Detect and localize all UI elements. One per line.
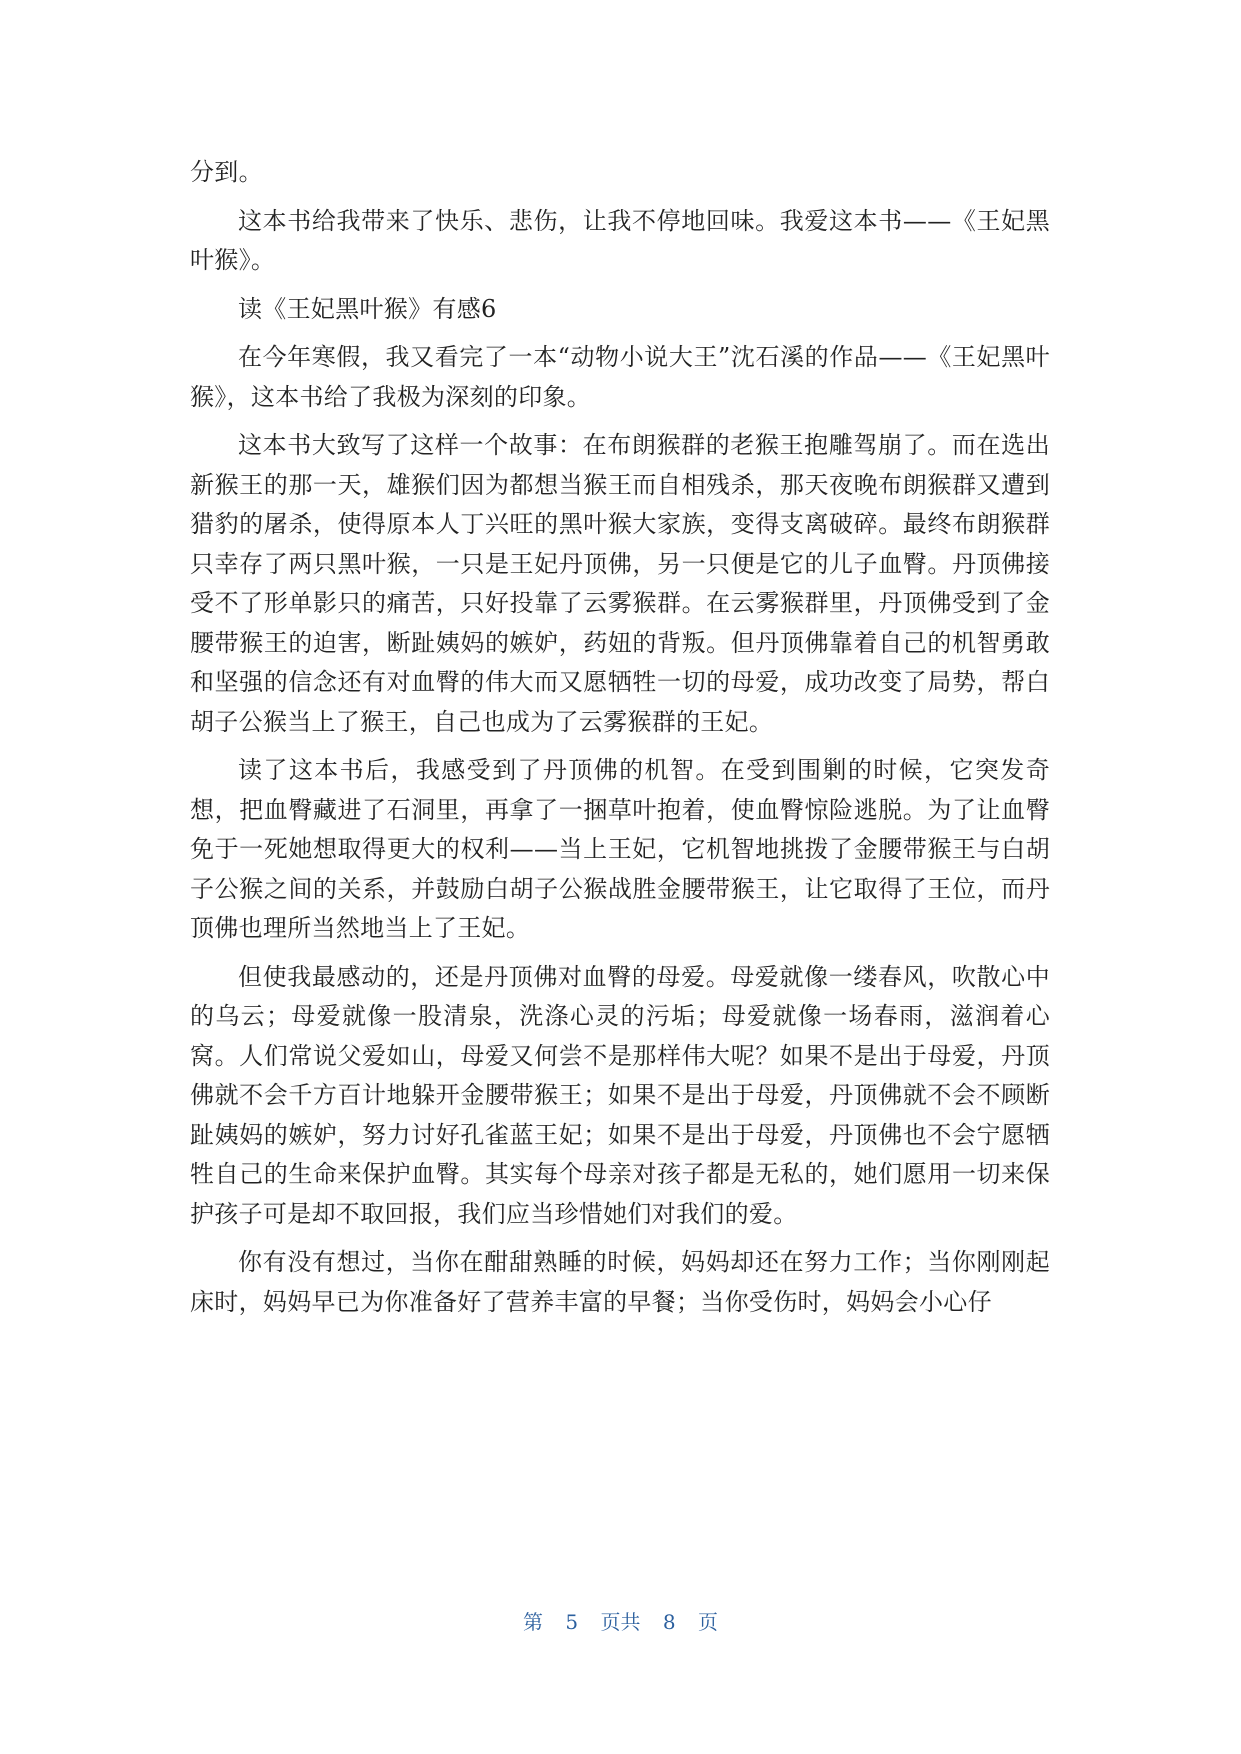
footer-mid: 页共: [600, 1610, 641, 1634]
section-heading: 读《王妃黑叶猴》有感6: [238, 294, 497, 323]
paragraph: 读了这本书后，我感受到了丹顶佛的机智。在受到围剿的时候，它突发奇想，把血臀藏进了石洞里，再拿了一捆草叶抱着，使血臀惊险逃脱。为了让血臀免于一死她想取得更大的权利——当上王妃，它机智地挑拨了金腰带猴王与白胡子公猴之间的关系，并鼓励白胡子公猴战胜金腰带猴王，让它取得了王位，而丹顶佛也理所当然地当上了王妃。: [190, 756, 1050, 942]
paragraph: 但使我最感动的，还是丹顶佛对血臀的母爱。母爱就像一缕春风，吹散心中的乌云；母爱就像一股清泉，洗涤心灵的污垢；母爱就像一场春雨，滋润着心窝。人们常说父爱如山，母爱又何尝不是那样伟大呢？如果不是出于母爱，丹顶佛就不会千方百计地躲开金腰带猴王；如果不是出于母爱，丹顶佛就不会不顾断趾姨妈的嫉妒，努力讨好孔雀蓝王妃；如果不是出于母爱，丹顶佛也不会宁愿牺牲自己的生命来保护血臀。其实每个母亲对孩子都是无私的，她们愿用一切来保护孩子可是却不取回报，我们应当珍惜她们对我们的爱。: [190, 962, 1050, 1228]
footer-prefix: 第: [523, 1610, 544, 1634]
document-body: [190, 153, 1050, 1331]
page-footer: [0, 1606, 1241, 1635]
footer-current-page: 5: [565, 1610, 579, 1634]
paragraph: 在今年寒假，我又看完了一本“动物小说大王”沈石溪的作品——《王妃黑叶猴》，这本书给了我极为深刻的印象。: [190, 343, 1050, 411]
paragraph: 这本书大致写了这样一个故事：在布朗猴群的老猴王抱雕驾崩了。而在选出新猴王的那一天，雄猴们因为都想当猴王而自相残杀，那天夜晚布朗猴群又遭到猎豹的屠杀，使得原本人丁兴旺的黑叶猴大家族，变得支离破碎。最终布朗猴群只幸存了两只黑叶猴，一只是王妃丹顶佛，另一只便是它的儿子血臀。丹顶佛接受不了形单影只的痛苦，只好投靠了云雾猴群。在云雾猴群里，丹顶佛受到了金腰带猴王的迫害，断趾姨妈的嫉妒，药妞的背叛。但丹顶佛靠着自己的机智勇敢和坚强的信念还有对血臀的伟大而又愿牺牲一切的母爱，成功改变了局势，帮白胡子公猴当上了猴王，自己也成为了云雾猴群的王妃。: [190, 431, 1050, 736]
paragraph: 这本书给我带来了快乐、悲伤，让我不停地回味。我爱这本书——《王妃黑叶猴》。: [190, 206, 1050, 274]
footer-total-pages: 8: [662, 1610, 676, 1634]
paragraph: 你有没有想过，当你在酣甜熟睡的时候，妈妈却还在努力工作；当你刚刚起床时，妈妈早已为你准备好了营养丰富的早餐；当你受伤时，妈妈会小心仔: [190, 1248, 1050, 1316]
paragraph-continuation: 分到。: [190, 158, 263, 186]
footer-suffix: 页: [697, 1610, 718, 1634]
